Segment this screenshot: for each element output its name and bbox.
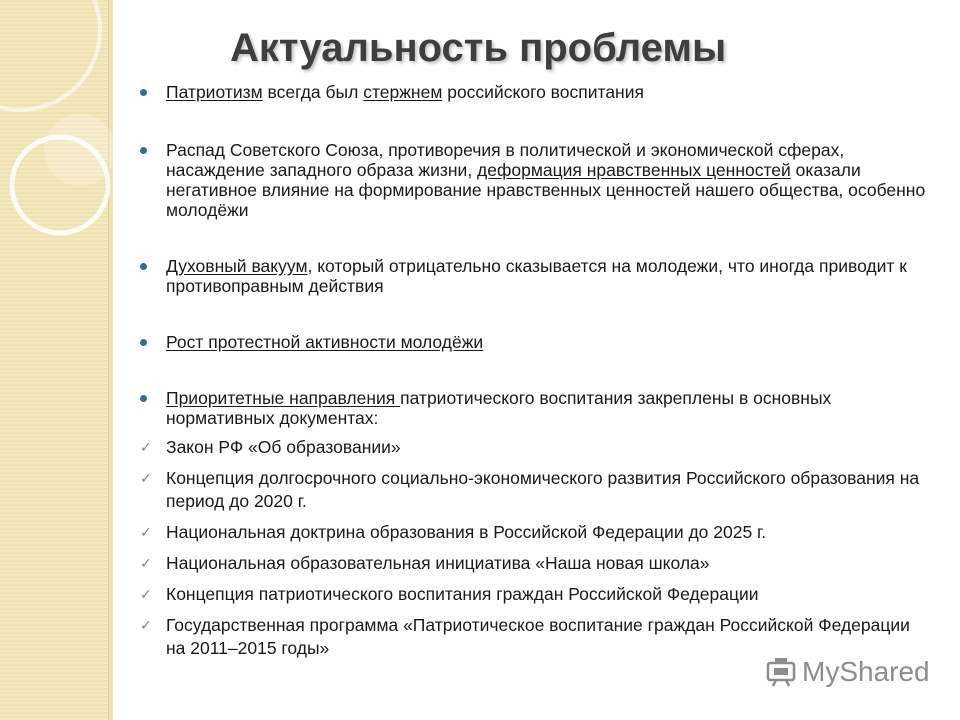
- checkmark-icon: ✓: [140, 470, 152, 486]
- document-text: Национальная образовательная инициатива «Наша новая школа»: [166, 553, 710, 573]
- bullet-text-underlined: стержнем: [363, 82, 443, 102]
- bullet-text-underlined: Духовный вакуум: [166, 256, 308, 276]
- document-text: Национальная доктрина образования в Российской Федерации до 2025 г.: [166, 522, 767, 542]
- watermark: [766, 656, 930, 688]
- bullet-text-underlined: деформация нравственных ценностей: [477, 160, 791, 180]
- bullet-item: [140, 140, 930, 220]
- bullet-item: [140, 332, 930, 352]
- bullet-dot-icon: [140, 395, 147, 402]
- bullet-text: всегда был: [262, 82, 364, 102]
- slide-content: [140, 82, 930, 660]
- bullet-dot-icon: [140, 89, 147, 96]
- document-item: [140, 552, 930, 575]
- bullet-item: [140, 388, 930, 428]
- checkmark-icon: ✓: [140, 439, 152, 455]
- checkmark-icon: ✓: [140, 555, 152, 571]
- slide-title: Актуальность проблемы: [230, 26, 727, 70]
- bullet-text-underlined: Рост протестной активности молодёжи: [166, 332, 484, 352]
- bullet-text: Распад Советского Союза, противоречия в политической и экономической сферах, насаждение западного образа жизни,: [166, 140, 845, 180]
- bullet-text: оказали негативное влияние на формирование нравственных ценностей нашего общества, особенно молодёжи: [166, 160, 926, 220]
- bullet-text: патриотического воспитания закреплены в основных нормативных документах:: [166, 388, 832, 428]
- checkmark-icon: ✓: [140, 524, 152, 540]
- bullet-text: российского воспитания: [442, 82, 644, 102]
- document-text: Концепция патриотического воспитания граждан Российской Федерации: [166, 584, 759, 604]
- document-text: Закон РФ «Об образовании»: [166, 437, 401, 457]
- bullet-text: , который отрицательно сказывается на молодежи, что иногда приводит к противоправным действия: [166, 256, 907, 296]
- bullet-dot-icon: [140, 263, 147, 270]
- document-item: [140, 521, 930, 544]
- bullet-dot-icon: [140, 339, 147, 346]
- document-item: [140, 436, 930, 459]
- document-text: Государственная программа «Патриотическое воспитание граждан Российской Федерации на 2011–2015 годы»: [166, 615, 910, 658]
- bullet-text-underlined: Приоритетные направления: [166, 388, 401, 408]
- document-item: [140, 467, 930, 513]
- bullet-dot-icon: [140, 147, 147, 154]
- watermark-text: MyShared: [802, 656, 930, 687]
- document-item: [140, 614, 930, 660]
- bullet-text-underlined: Патриотизм: [166, 82, 263, 102]
- document-item: [140, 583, 930, 606]
- bullet-item: [140, 82, 930, 102]
- document-text: Концепция долгосрочного социально-экономического развития Российского образования на период до 2020 г.: [166, 468, 920, 511]
- presentation-icon: [766, 657, 796, 687]
- bullet-item: [140, 256, 930, 296]
- checkmark-icon: ✓: [140, 586, 152, 602]
- checkmark-icon: ✓: [140, 617, 152, 633]
